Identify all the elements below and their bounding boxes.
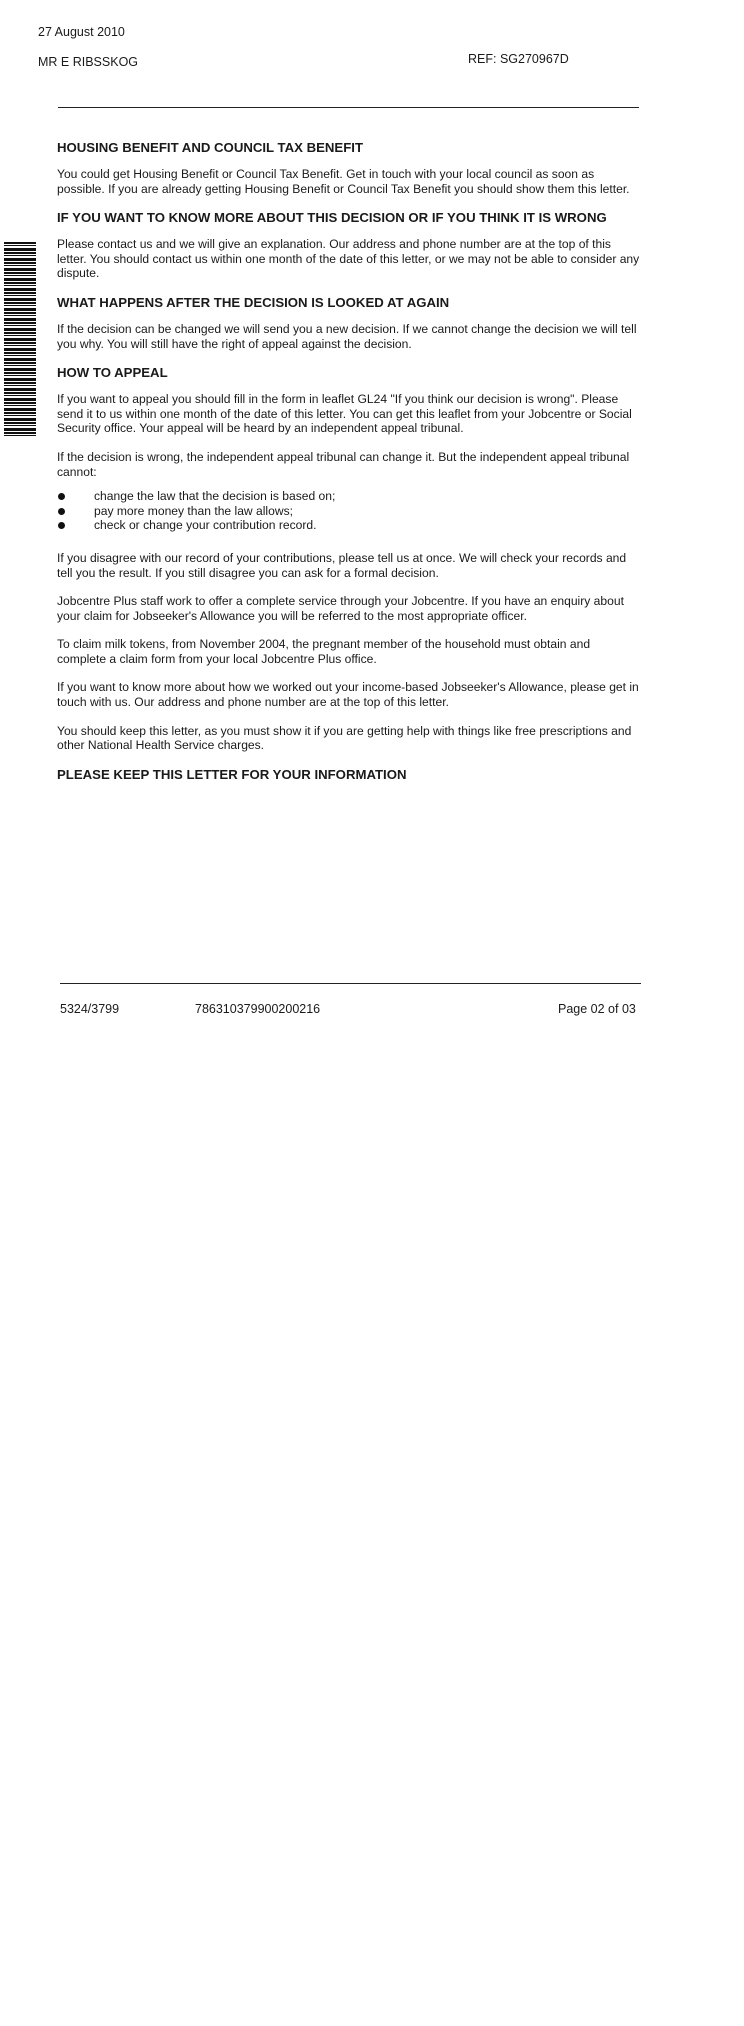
housing-paragraph: You could get Housing Benefit or Council Tax Benefit. Get in touch with your local council as soon as possible. If you are already getting Housing Benefit or Council Tax Benefit you should show them this letter.: [57, 167, 630, 196]
after-decision-paragraph: If the decision can be changed we will send you a new decision. If we cannot change the decision we will tell you why. You will still have the right of appeal against the decision.: [57, 321, 637, 351]
heading-how-to-appeal: HOW TO APPEAL: [57, 365, 168, 381]
contributions-paragraph: If you disagree with our record of your contributions, please tell us at once. We will check your records and tell you the result. If you still disagree you can ask for a formal decision.: [57, 550, 627, 580]
reference-number: REF: SG270967D: [468, 52, 569, 66]
appeal-paragraph-1: If you want to appeal you should fill in the form in leaflet GL24 "If you think our decision is wrong". Please send it to us within one month of the date of this letter. You can get this leaflet from your Jobcentre or Social Security office. Your appeal will be heard by an independent appeal tribunal.: [57, 392, 632, 436]
footer-divider: [60, 983, 641, 984]
jobcentre-paragraph: Jobcentre Plus staff work to offer a complete service through your Jobcentre. If you have an enquiry about your claim for Jobseeker's Allowance you will be referred to the most appropriate officer.: [57, 594, 624, 623]
heading-know-more: IF YOU WANT TO KNOW MORE ABOUT THIS DECISION OR IF YOU THINK IT IS WRONG: [57, 210, 607, 226]
list-item: pay more money than the law allows;: [57, 504, 642, 519]
side-barcode: [4, 242, 36, 436]
tribunal-limits-list: [57, 489, 642, 533]
letter-body: [57, 140, 642, 794]
page-number: Page 02 of 03: [558, 1002, 636, 1016]
milk-tokens-paragraph: To claim milk tokens, from November 2004, the pregnant member of the household must obtain and complete a claim form from your local Jobcentre Plus office.: [57, 637, 591, 666]
form-code: 5324/3799: [60, 1002, 120, 1016]
heading-housing-benefit: HOUSING BENEFIT AND COUNCIL TAX BENEFIT: [57, 140, 364, 155]
recipient-name: MR E RIBSSKOG: [38, 55, 139, 69]
appeal-paragraph-2: If the decision is wrong, the independent appeal tribunal can change it. But the independent appeal tribunal cannot:: [57, 449, 630, 479]
letter-date: 27 August 2010: [38, 25, 125, 39]
heading-keep-letter: PLEASE KEEP THIS LETTER FOR YOUR INFORMATION: [57, 766, 407, 782]
keep-letter-paragraph: You should keep this letter, as you must show it if you are getting help with things like free prescriptions and other National Health Service charges.: [57, 723, 632, 753]
header-divider: [58, 107, 639, 108]
list-item: change the law that the decision is based on;: [57, 489, 642, 504]
barcode-number: 786310379900200216: [195, 1002, 321, 1016]
know-more-paragraph: Please contact us and we will give an explanation. Our address and phone number are at the top of this letter. You should contact us within one month of the date of this letter, or we may not be able to consider any dispute.: [57, 237, 640, 281]
jobseekers-paragraph: If you want to know more about how we worked out your income-based Jobseeker's Allowance, please get in touch with us. Our address and phone number are at the top of this letter.: [57, 680, 639, 710]
list-item: check or change your contribution record.: [57, 518, 642, 533]
heading-after-decision: WHAT HAPPENS AFTER THE DECISION IS LOOKED AT AGAIN: [57, 294, 450, 310]
